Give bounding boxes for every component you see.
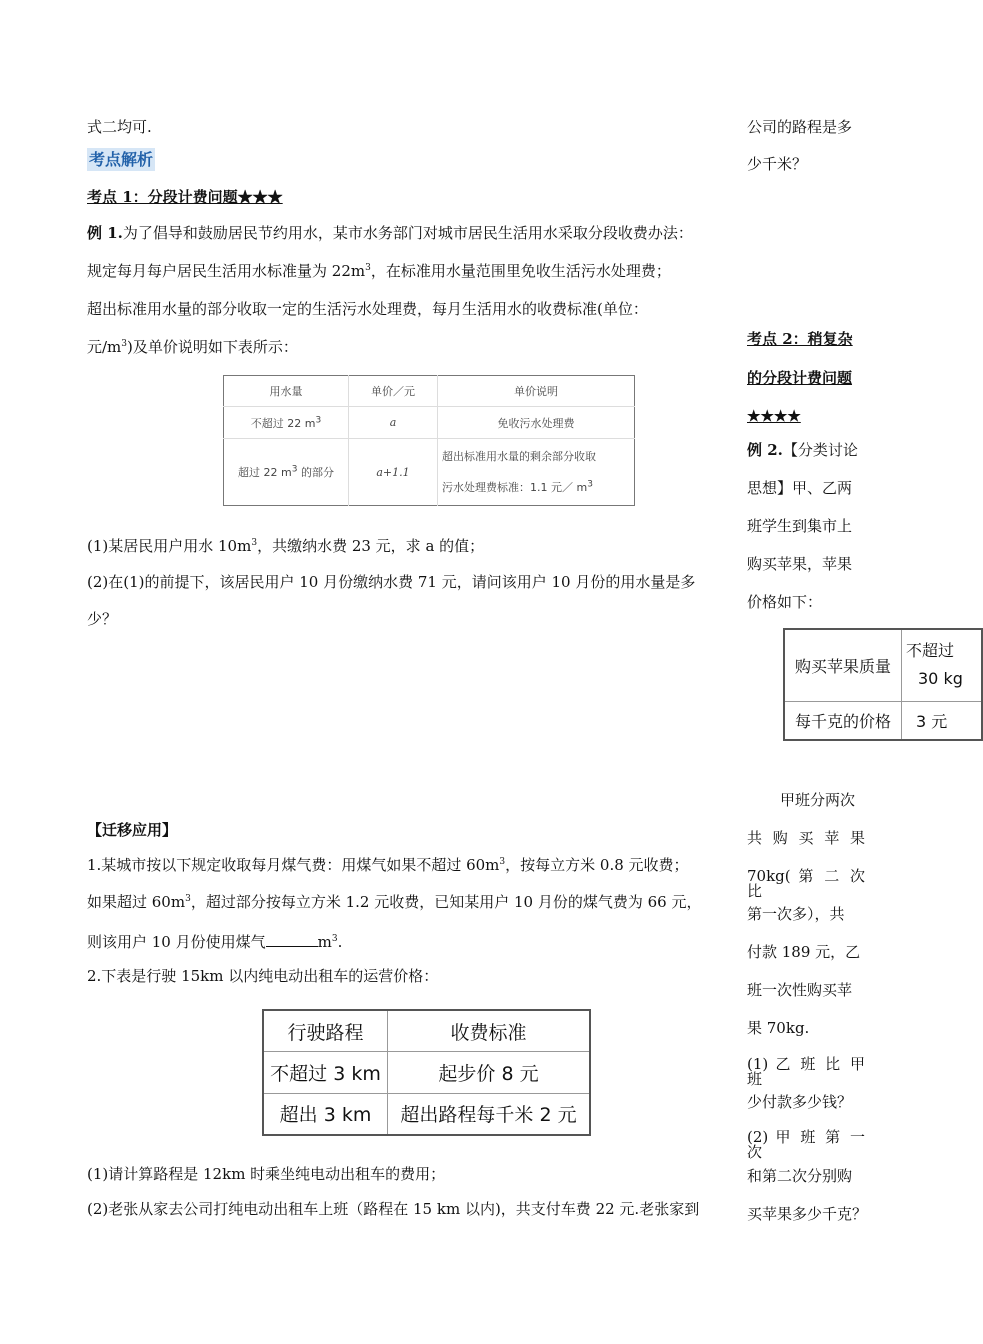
kp1-title: 考点 1：分段计费问题★★★ xyxy=(87,188,283,206)
t1-text-2a: 如果超过 60m xyxy=(87,893,186,911)
table-cell: 不超过 3 km xyxy=(263,1052,388,1093)
ex2-line-1 xyxy=(747,443,865,458)
q1-text-b: ，共缴纳水费 23 元，求 a 的值； xyxy=(257,537,485,555)
ex1-line-2 xyxy=(87,264,671,279)
table-cell xyxy=(224,439,349,506)
superscript: 3 xyxy=(185,894,191,904)
table-header: 收费标准 xyxy=(388,1010,591,1052)
q1-text-a: (1)某居民用户用水 10m xyxy=(87,537,252,555)
ex2-para-line: 付款 189 元，乙 xyxy=(747,943,861,961)
superscript: 3 xyxy=(291,464,298,475)
ex2-para-line: 70kg( 第 二 次 比 xyxy=(747,867,865,900)
taxi-price-table xyxy=(262,1009,591,1136)
superscript: 3 xyxy=(499,857,506,867)
right-line: 少千米？ xyxy=(747,155,808,173)
ex2-line-2: 思想】甲、乙两 xyxy=(747,479,853,497)
ex2-para-line: 共 购 买 苹 果 xyxy=(747,829,865,847)
ex1-question-2: (2)在(1)的前提下，该居民用户 10 月份缴纳水费 71 元，请问该用户 10 月份的用水量是多 xyxy=(87,573,696,591)
table-cell xyxy=(438,439,635,506)
table-cell xyxy=(902,629,983,701)
cell-line: 超出标准用水量的剩余部分收取 xyxy=(442,450,596,463)
ex2-line-5: 价格如下： xyxy=(747,593,823,611)
superscript: 3 xyxy=(315,414,322,425)
table-header: 用水量 xyxy=(269,385,303,398)
section-tag xyxy=(87,152,155,168)
ex1-label: 例 1. xyxy=(87,224,123,242)
ex2-para-line: 果 70kg. xyxy=(747,1019,810,1037)
t1-text-3b: m xyxy=(317,933,332,951)
superscript: 3 xyxy=(331,934,338,944)
transfer-title: 【迁移应用】 xyxy=(87,821,178,839)
cell-line: 30 kg xyxy=(918,669,963,689)
superscript: 3 xyxy=(365,263,371,273)
transfer-1-line-3 xyxy=(87,932,342,950)
cell-text: 不超过 22 m xyxy=(250,416,316,430)
table-cell: 免收污水处理费 xyxy=(438,407,635,439)
cell-line: 不超过 xyxy=(906,641,955,661)
ex2-para-line: 买苹果多少千克？ xyxy=(747,1205,868,1223)
ex2-line-4: 购买苹果，苹果 xyxy=(747,555,853,573)
ex2-para-line: 班一次性购买苹 xyxy=(747,981,853,999)
transfer-2-line-1: 2.下表是行驶 15km 以内纯电动出租车的运营价格： xyxy=(87,967,439,985)
transfer-2-question-2: (2)老张从家去公司打纯电动出租车上班（路程在 15 km 以内)，共支付车费 22 元.老张家到 xyxy=(87,1200,700,1218)
transfer-1-line-1 xyxy=(87,858,689,873)
table-header: 每千克的价格 xyxy=(784,701,902,740)
answer-blank xyxy=(266,932,318,947)
ex1-text-4b: )及单价说明如下表所示： xyxy=(127,338,298,356)
ex1-text-1: 为了倡导和鼓励居民节约用水，某市水务部门对城市居民生活用水采取分段收费办法： xyxy=(122,224,693,242)
superscript: 3 xyxy=(587,479,593,490)
table-cell: 超出路程每千米 2 元 xyxy=(388,1093,591,1135)
table-header: 购买苹果质量 xyxy=(784,629,902,701)
ex2-label: 例 2. xyxy=(747,441,783,459)
cell-text: 超过 22 m xyxy=(238,466,292,479)
ex2-text: 【分类讨论 xyxy=(782,441,858,459)
table-cell: 起步价 8 元 xyxy=(388,1052,591,1093)
ex2-para-line: 和第二次分别购 xyxy=(747,1167,853,1185)
ex2-line-3: 班学生到集市上 xyxy=(747,517,853,535)
table-cell: a xyxy=(349,407,438,439)
ex1-line-3: 超出标准用水量的部分收取一定的生活污水处理费，每月生活用水的收费标准(单位： xyxy=(87,300,648,318)
cell-line xyxy=(442,472,630,503)
transfer-2-question-1: (1)请计算路程是 12km 时乘坐纯电动出租车的费用； xyxy=(87,1165,446,1183)
ex1-text-4a: 元/m xyxy=(87,338,122,356)
t1-text-3a: 则该用户 10 月份使用煤气 xyxy=(87,933,266,951)
section-tag-label: 考点解析 xyxy=(89,150,154,169)
t1-text-1b: ，按每立方米 0.8 元收费； xyxy=(505,856,689,874)
ex1-question-2-cont: 少？ xyxy=(87,610,118,628)
ex2-para-line: 第一次多），共 xyxy=(747,905,845,923)
ex1-text-2b: ，在标准用水量范围里免收生活污水处理费； xyxy=(370,262,671,280)
t1-text-1a: 1.某城市按以下规定收取每月煤气费：用煤气如果不超过 60m xyxy=(87,856,500,874)
table-cell: a+1.1 xyxy=(349,439,438,506)
transfer-1-line-2 xyxy=(87,895,701,910)
apple-price-table xyxy=(783,628,983,741)
intro-line: 式二均可. xyxy=(87,118,152,136)
ex2-para-line: 少付款多少钱？ xyxy=(747,1093,853,1111)
t1-text-3c: . xyxy=(337,933,343,951)
kp2-title-2: 的分段计费问题 xyxy=(747,369,853,387)
ex1-text-2a: 规定每月每户居民生活用水标准量为 22m xyxy=(87,262,366,280)
ex2-para-line: (2) 甲 班 第 一 次 xyxy=(747,1128,865,1161)
ex1-line-4 xyxy=(87,340,298,355)
cell-text: 污水处理费标准：1.1 元／ m xyxy=(442,481,588,494)
cell-text: 的部分 xyxy=(300,466,334,479)
superscript: 3 xyxy=(121,339,128,349)
water-price-table xyxy=(223,375,635,506)
kp2-title-1: 考点 2：稍复杂 xyxy=(747,330,853,348)
ex2-para-line: (1) 乙 班 比 甲 班 xyxy=(747,1055,865,1088)
ex1-question-1 xyxy=(87,539,484,554)
right-line: 公司的路程是多 xyxy=(747,118,853,136)
kp2-stars: ★★★★ xyxy=(747,407,801,425)
ex2-para-line: 甲班分两次 xyxy=(780,791,856,809)
table-header: 行驶路程 xyxy=(263,1010,388,1052)
table-cell: 超出 3 km xyxy=(263,1093,388,1135)
ex1-line-1 xyxy=(87,226,693,241)
table-cell: 3 元 xyxy=(902,701,983,740)
table-header: 单价说明 xyxy=(438,376,635,407)
t1-text-2b: ，超过部分按每立方米 1.2 元收费，已知某用户 10 月份的煤气费为 66 元， xyxy=(190,893,702,911)
table-cell xyxy=(224,407,349,439)
table-header: 单价／元 xyxy=(349,376,438,407)
superscript: 3 xyxy=(251,538,258,548)
